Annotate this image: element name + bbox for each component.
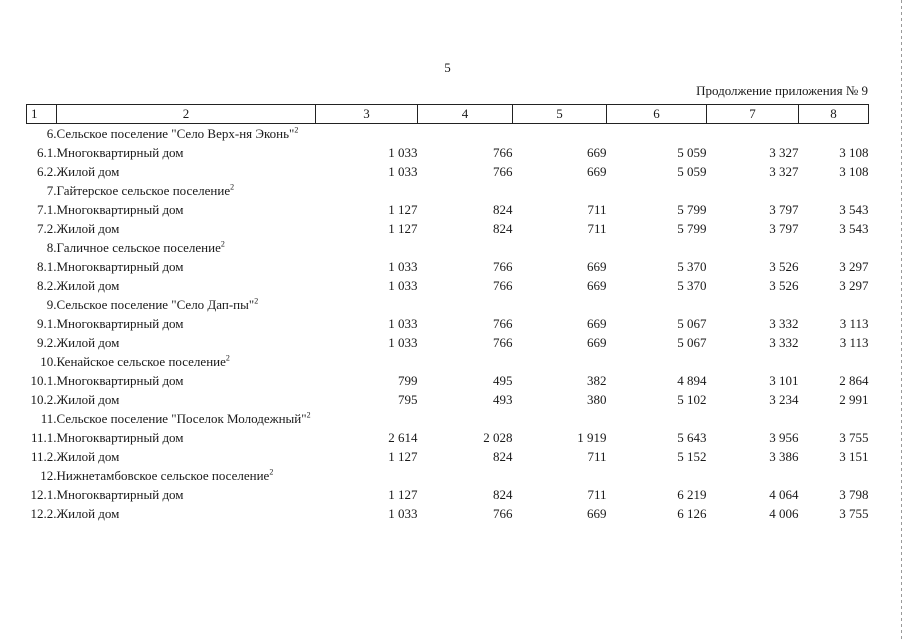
settlement-name: Сельское поселение "Село Дап-пы" [56, 297, 255, 312]
value-cell: 2 991 [839, 392, 869, 407]
empty-cell [607, 352, 707, 371]
value-cell: 766 [493, 164, 513, 179]
value-cell: 3 386 [769, 449, 799, 464]
column-header: 1 [27, 105, 57, 124]
value-cell: 669 [587, 278, 607, 293]
value-cell: 3 755 [839, 506, 869, 521]
empty-cell [316, 409, 418, 428]
value-cell: 669 [587, 145, 607, 160]
table-row [27, 390, 869, 409]
settlement-group-row [27, 181, 869, 200]
table-row [27, 428, 869, 447]
settlement-group-row [27, 352, 869, 371]
value-cell: 669 [587, 316, 607, 331]
table-row [27, 143, 869, 162]
building-type: Жилой дом [56, 221, 120, 236]
value-cell: 766 [493, 316, 513, 331]
empty-cell [707, 409, 799, 428]
settlement-name: Гайтерское сельское поселение [56, 183, 231, 198]
empty-cell [607, 409, 707, 428]
empty-cell [316, 352, 418, 371]
footnote-marker: 2 [220, 239, 225, 249]
empty-cell [707, 124, 799, 144]
value-cell: 3 332 [769, 316, 799, 331]
empty-cell [316, 295, 418, 314]
value-cell: 3 956 [769, 430, 799, 445]
value-cell: 1 127 [388, 202, 418, 217]
column-header: 4 [418, 105, 513, 124]
footnote-marker: 2 [294, 125, 299, 135]
table-row [27, 200, 869, 219]
value-cell: 3 543 [839, 202, 869, 217]
settlement-name: Сельское поселение "Поселок Молодежный" [56, 411, 307, 426]
value-cell: 3 113 [839, 316, 869, 331]
settlement-group-row [27, 238, 869, 257]
row-number: 6.2. [37, 164, 57, 179]
value-cell: 824 [493, 221, 513, 236]
settlement-name-cell [57, 238, 316, 257]
value-cell: 3 101 [769, 373, 799, 388]
value-cell: 4 064 [769, 487, 799, 502]
row-number: 8.2. [37, 278, 57, 293]
value-cell: 669 [587, 164, 607, 179]
settlement-group-row [27, 409, 869, 428]
empty-cell [316, 466, 418, 485]
settlement-name-cell [57, 466, 316, 485]
column-header: 5 [513, 105, 607, 124]
footnote-marker: 2 [306, 410, 311, 420]
value-cell: 711 [587, 449, 607, 464]
empty-cell [418, 124, 513, 144]
table-row [27, 314, 869, 333]
value-cell: 711 [587, 221, 607, 236]
empty-cell [707, 295, 799, 314]
value-cell: 5 643 [677, 430, 707, 445]
value-cell: 5 059 [677, 145, 707, 160]
empty-cell [316, 124, 418, 144]
empty-cell [799, 238, 869, 257]
row-number: 8. [46, 240, 57, 255]
empty-cell [607, 181, 707, 200]
value-cell: 1 127 [388, 487, 418, 502]
value-cell: 3 108 [839, 164, 869, 179]
settlement-name: Сельское поселение "Село Верх-ня Эконь" [56, 126, 295, 141]
footnote-marker: 2 [254, 296, 259, 306]
table-row [27, 333, 869, 352]
column-header: 8 [799, 105, 869, 124]
settlement-name-cell [57, 352, 316, 371]
column-header: 3 [316, 105, 418, 124]
building-type: Жилой дом [56, 506, 120, 521]
empty-cell [513, 124, 607, 144]
row-number: 12.2. [30, 506, 57, 521]
value-cell: 824 [493, 449, 513, 464]
empty-cell [418, 466, 513, 485]
value-cell: 5 067 [677, 316, 707, 331]
continuation-label: Продолжение приложения № 9 [696, 83, 868, 98]
table-row [27, 371, 869, 390]
settlement-name: Нижнетамбовское сельское поселение [56, 468, 270, 483]
value-cell: 1 033 [388, 145, 418, 160]
value-cell: 1 033 [388, 278, 418, 293]
value-cell: 495 [493, 373, 513, 388]
value-cell: 799 [398, 373, 418, 388]
empty-cell [799, 181, 869, 200]
value-cell: 669 [587, 335, 607, 350]
value-cell: 382 [587, 373, 607, 388]
empty-cell [418, 352, 513, 371]
value-cell: 669 [587, 259, 607, 274]
value-cell: 5 152 [677, 449, 707, 464]
settlement-name: Галичное сельское поселение [56, 240, 221, 255]
empty-cell [799, 124, 869, 144]
empty-cell [707, 466, 799, 485]
value-cell: 5 799 [677, 221, 707, 236]
value-cell: 795 [398, 392, 418, 407]
value-cell: 711 [587, 202, 607, 217]
settlement-name-cell [57, 181, 316, 200]
value-cell: 3 332 [769, 335, 799, 350]
value-cell: 3 234 [769, 392, 799, 407]
value-cell: 3 151 [839, 449, 869, 464]
value-cell: 3 755 [839, 430, 869, 445]
value-cell: 669 [587, 506, 607, 521]
value-cell: 1 033 [388, 164, 418, 179]
value-cell: 3 797 [769, 202, 799, 217]
table-header-row [27, 105, 869, 124]
empty-cell [513, 409, 607, 428]
empty-cell [799, 295, 869, 314]
row-number: 9.2. [37, 335, 57, 350]
building-type: Многоквартирный дом [56, 430, 184, 445]
building-type: Многоквартирный дом [56, 373, 184, 388]
building-type: Многоквартирный дом [56, 202, 184, 217]
value-cell: 6 126 [677, 506, 707, 521]
row-number: 9. [46, 297, 57, 312]
table-row [27, 276, 869, 295]
empty-cell [418, 238, 513, 257]
value-cell: 493 [493, 392, 513, 407]
table-row [27, 504, 869, 523]
settlement-name-cell [57, 295, 316, 314]
settlement-name-cell [57, 124, 316, 144]
empty-cell [707, 181, 799, 200]
footnote-marker: 2 [230, 182, 235, 192]
value-cell: 711 [587, 487, 607, 502]
empty-cell [799, 352, 869, 371]
value-cell: 3 297 [839, 278, 869, 293]
settlement-group-row [27, 466, 869, 485]
building-type: Жилой дом [56, 449, 120, 464]
table-row [27, 219, 869, 238]
value-cell: 3 327 [769, 145, 799, 160]
row-number: 6.1. [37, 145, 57, 160]
value-cell: 2 028 [483, 430, 513, 445]
value-cell: 3 113 [839, 335, 869, 350]
value-cell: 3 798 [839, 487, 869, 502]
empty-cell [418, 409, 513, 428]
row-number: 10. [40, 354, 57, 369]
value-cell: 766 [493, 335, 513, 350]
table-row [27, 257, 869, 276]
value-cell: 3 526 [769, 278, 799, 293]
value-cell: 5 067 [677, 335, 707, 350]
empty-cell [707, 238, 799, 257]
value-cell: 380 [587, 392, 607, 407]
empty-cell [607, 466, 707, 485]
page-number: 5 [444, 60, 451, 75]
row-number: 10.1. [30, 373, 57, 388]
empty-cell [607, 238, 707, 257]
empty-cell [513, 238, 607, 257]
value-cell: 766 [493, 259, 513, 274]
row-number: 6. [46, 126, 57, 141]
value-cell: 3 108 [839, 145, 869, 160]
settlement-name: Кенайское сельское поселение [56, 354, 226, 369]
value-cell: 766 [493, 506, 513, 521]
empty-cell [799, 466, 869, 485]
footnote-marker: 2 [225, 353, 230, 363]
value-cell: 5 799 [677, 202, 707, 217]
value-cell: 1 033 [388, 335, 418, 350]
value-cell: 4 894 [677, 373, 707, 388]
column-header: 6 [607, 105, 707, 124]
row-number: 12. [40, 468, 57, 483]
row-number: 11.1. [30, 430, 57, 445]
row-number: 12.1. [30, 487, 57, 502]
tariff-table [26, 104, 869, 523]
building-type: Жилой дом [56, 278, 120, 293]
column-header: 2 [57, 105, 316, 124]
value-cell: 3 797 [769, 221, 799, 236]
value-cell: 5 370 [677, 278, 707, 293]
value-cell: 824 [493, 487, 513, 502]
value-cell: 1 127 [388, 221, 418, 236]
value-cell: 1 033 [388, 259, 418, 274]
value-cell: 5 370 [677, 259, 707, 274]
building-type: Многоквартирный дом [56, 487, 184, 502]
page-edge-line [901, 0, 902, 640]
building-type: Жилой дом [56, 335, 120, 350]
value-cell: 2 614 [388, 430, 418, 445]
empty-cell [513, 181, 607, 200]
row-number: 10.2. [30, 392, 57, 407]
row-number: 8.1. [37, 259, 57, 274]
empty-cell [418, 295, 513, 314]
building-type: Жилой дом [56, 164, 120, 179]
row-number: 9.1. [37, 316, 57, 331]
empty-cell [607, 295, 707, 314]
value-cell: 6 219 [677, 487, 707, 502]
value-cell: 1 033 [388, 506, 418, 521]
row-number: 7.1. [37, 202, 57, 217]
settlement-name-cell [57, 409, 316, 428]
value-cell: 766 [493, 145, 513, 160]
value-cell: 1 919 [577, 430, 607, 445]
value-cell: 766 [493, 278, 513, 293]
empty-cell [418, 181, 513, 200]
building-type: Жилой дом [56, 392, 120, 407]
building-type: Многоквартирный дом [56, 259, 184, 274]
empty-cell [513, 352, 607, 371]
table-row [27, 447, 869, 466]
value-cell: 5 059 [677, 164, 707, 179]
settlement-group-row [27, 295, 869, 314]
empty-cell [316, 238, 418, 257]
table-row [27, 485, 869, 504]
row-number: 7. [46, 183, 57, 198]
value-cell: 3 297 [839, 259, 869, 274]
empty-cell [607, 124, 707, 144]
empty-cell [513, 466, 607, 485]
value-cell: 5 102 [677, 392, 707, 407]
row-number: 11.2. [30, 449, 57, 464]
row-number: 11. [40, 411, 57, 426]
value-cell: 824 [493, 202, 513, 217]
table-row [27, 162, 869, 181]
value-cell: 3 543 [839, 221, 869, 236]
value-cell: 4 006 [769, 506, 799, 521]
value-cell: 3 526 [769, 259, 799, 274]
row-number: 7.2. [37, 221, 57, 236]
settlement-group-row [27, 124, 869, 144]
value-cell: 1 033 [388, 316, 418, 331]
value-cell: 1 127 [388, 449, 418, 464]
value-cell: 3 327 [769, 164, 799, 179]
empty-cell [513, 295, 607, 314]
column-header: 7 [707, 105, 799, 124]
footnote-marker: 2 [269, 467, 274, 477]
empty-cell [799, 409, 869, 428]
building-type: Многоквартирный дом [56, 145, 184, 160]
building-type: Многоквартирный дом [56, 316, 184, 331]
empty-cell [316, 181, 418, 200]
value-cell: 2 864 [839, 373, 869, 388]
empty-cell [707, 352, 799, 371]
